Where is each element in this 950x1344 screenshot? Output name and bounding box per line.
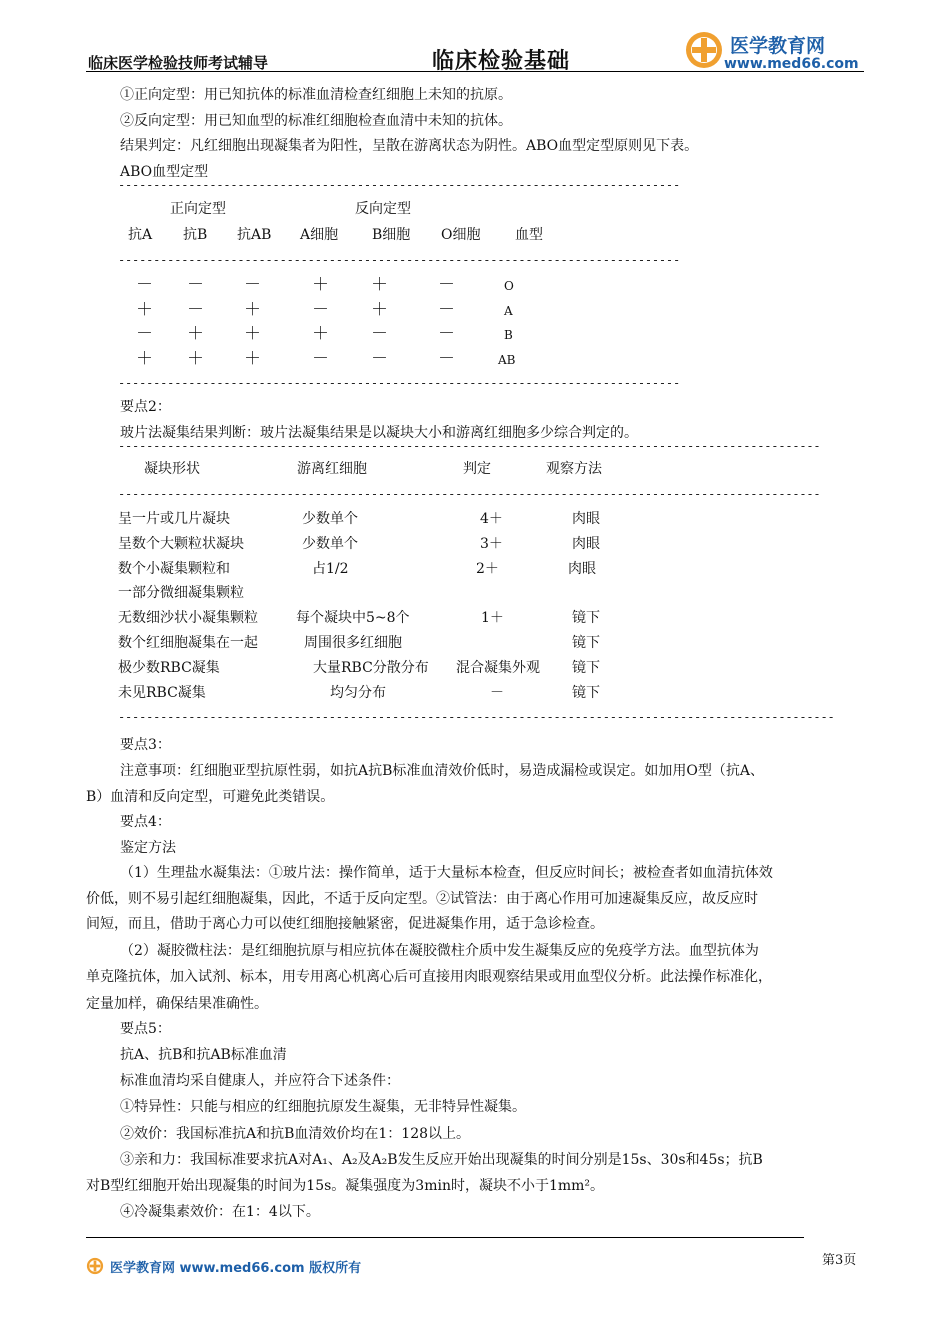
abo-header-cell: 血型: [515, 227, 543, 243]
condition-affinity-line1: ③亲和力：我国标准要求抗A对A₁、A₂及A₂B发生反应开始出现凝集的时间分别是15s、30s和45s；抗B: [120, 1152, 763, 1168]
method1-line3: 间短，而且，借助于离心力可以使红细胞接触紧密，促进凝集作用，适于急诊检查。: [86, 916, 604, 932]
header-subtitle: 临床医学检验技师考试辅导: [88, 54, 269, 72]
agg-cell: 镜下: [572, 685, 600, 701]
method2-line1: （2）凝胶微柱法：是红细胞抗原与相应抗体在凝胶微柱介质中发生凝集反应的免疫学方法。血型抗体为: [120, 943, 759, 959]
method2-line2: 单克隆抗体，加入试剂、标本，用专用离心机离心后可直接用肉眼观察结果或用血型仪分析。此法操作标准化，: [86, 969, 772, 985]
abo-header-cell: 抗A: [128, 227, 153, 243]
agg-cell: 大量RBC分散分布: [313, 660, 429, 676]
table-rule: --------------------------------------------------------------------------------: [118, 178, 680, 192]
agg-cell: 少数单个: [302, 536, 358, 552]
abo-cell: －: [136, 275, 153, 295]
point2-text: 玻片法凝集结果判断：玻片法凝集结果是以凝块大小和游离红细胞多少综合判定的。: [120, 425, 638, 441]
abo-blood-type: A: [504, 304, 513, 318]
condition-titer: ②效价：我国标准抗A和抗B血清效价均在1：128以上。: [120, 1126, 471, 1142]
abo-cell: ＋: [244, 324, 261, 344]
agg-cell: 数个小凝集颗粒和: [118, 561, 230, 577]
abo-blood-type: AB: [498, 353, 516, 367]
agg-cell: 肉眼: [572, 536, 600, 552]
logo-name: 医学教育网: [730, 35, 826, 57]
agg-cell: 一部分微细凝集颗粒: [118, 585, 244, 601]
agg-cell: 呈数个大颗粒状凝块: [118, 536, 244, 552]
abo-cell: －: [187, 275, 204, 295]
table-rule: ------------------------------------------------------------------------------------------------------: [118, 710, 835, 724]
reverse-typing-text: ②反向定型：用已知血型的标准红细胞检查血清中未知的抗体。: [120, 113, 512, 129]
point5-intro: 标准血清均采自健康人，并应符合下述条件：: [120, 1073, 400, 1089]
agg-header-cell: 观察方法: [546, 461, 602, 477]
agg-cell: 无数细沙状小凝集颗粒: [118, 610, 258, 626]
agg-cell: 每个凝块中5~8个: [296, 610, 410, 626]
header-rule: [86, 71, 864, 72]
abo-cell: ＋: [244, 349, 261, 369]
abo-cell: ＋: [136, 349, 153, 369]
abo-blood-type: O: [504, 279, 514, 293]
condition-specificity: ①特异性：只能与相应的红细胞抗原发生凝集，无非特异性凝集。: [120, 1099, 526, 1115]
agg-cell: 混合凝集外观: [456, 660, 540, 676]
agg-cell: 2＋: [476, 561, 499, 577]
point5-heading: 抗A、抗B和抗AB标准血清: [120, 1047, 287, 1063]
abo-cell: －: [312, 300, 329, 320]
table-rule: ----------------------------------------------------------------------------------------------------: [118, 439, 821, 453]
abo-cell: －: [438, 300, 455, 320]
page-number: 第3页: [822, 1253, 857, 1268]
result-judgment-text: 结果判定：凡红细胞出现凝集者为阳性，呈散在游离状态为阴性。ABO血型定型原则见下表。: [120, 138, 699, 154]
point4-label: 要点4：: [120, 814, 171, 830]
method1-line1: （1）生理盐水凝集法：①玻片法：操作简单，适于大量标本检查，但反应时间长；被检查者如血清抗体效: [120, 865, 773, 881]
agg-cell: 3＋: [480, 536, 503, 552]
agg-cell: 镜下: [572, 635, 600, 651]
logo-icon: [684, 30, 724, 70]
agg-cell: 占1/2: [312, 561, 349, 577]
agg-cell: 未见RBC凝集: [118, 685, 206, 701]
abo-header-cell: 抗B: [183, 227, 208, 243]
table-rule: ----------------------------------------------------------------------------------------------------: [118, 487, 821, 501]
abo-cell: －: [371, 324, 388, 344]
agg-header-cell: 凝块形状: [144, 461, 200, 477]
point3-line1: 注意事项：红细胞亚型抗原性弱，如抗A抗B标准血清效价低时，易造成漏检或误定。如加用O型（抗A、: [120, 763, 764, 779]
agg-cell: 周围很多红细胞: [304, 635, 402, 651]
abo-cell: ＋: [187, 349, 204, 369]
condition-cold-agglutinin: ④冷凝集素效价：在1：4以下。: [120, 1204, 320, 1220]
abo-cell: －: [187, 300, 204, 320]
abo-cell: －: [244, 275, 261, 295]
group-reverse-label: 反向定型: [355, 201, 411, 217]
abo-cell: ＋: [136, 300, 153, 320]
table-rule: --------------------------------------------------------------------------------: [118, 253, 680, 267]
abo-cell: －: [438, 349, 455, 369]
abo-cell: ＋: [244, 300, 261, 320]
agg-cell: －: [490, 685, 504, 701]
agg-cell: 数个红细胞凝集在一起: [118, 635, 258, 651]
point2-label: 要点2：: [120, 399, 171, 415]
method1-line2: 价低，则不易引起红细胞凝集，因此，不适于反向定型。②试管法：由于离心作用可加速凝集反应，故反应时: [86, 891, 758, 907]
abo-cell: ＋: [187, 324, 204, 344]
abo-cell: －: [312, 349, 329, 369]
abo-cell: ＋: [312, 324, 329, 344]
agg-header-cell: 游离红细胞: [297, 461, 367, 477]
table-rule: --------------------------------------------------------------------------------: [118, 376, 680, 390]
abo-cell: ＋: [312, 275, 329, 295]
condition-affinity-line2: 对B型红细胞开始出现凝集的时间为15s。凝集强度为3min时，凝块不小于1mm²。: [86, 1178, 605, 1194]
agg-cell: 呈一片或几片凝块: [118, 511, 230, 527]
abo-blood-type: B: [504, 328, 513, 342]
point5-label: 要点5：: [120, 1021, 171, 1037]
agg-cell: 肉眼: [572, 511, 600, 527]
agg-cell: 极少数RBC凝集: [118, 660, 220, 676]
agg-header-cell: 判定: [463, 461, 491, 477]
abo-cell: ＋: [371, 275, 388, 295]
abo-cell: －: [136, 324, 153, 344]
agg-cell: 1＋: [481, 610, 504, 626]
footer-rule: [86, 1237, 804, 1238]
abo-header-cell: 抗AB: [237, 227, 272, 243]
logo-url: www.med66.com: [724, 56, 859, 72]
agg-cell: 镜下: [572, 660, 600, 676]
abo-cell: －: [438, 324, 455, 344]
abo-cell: －: [371, 349, 388, 369]
footer-copyright: 医学教育网 www.med66.com 版权所有: [110, 1261, 362, 1276]
group-forward-label: 正向定型: [170, 201, 226, 217]
abo-header-cell: A细胞: [300, 227, 339, 243]
abo-table-title: ABO血型定型: [120, 164, 209, 180]
point3-line2: B）血清和反向定型，可避免此类错误。: [86, 789, 335, 805]
abo-cell: －: [438, 275, 455, 295]
abo-header-cell: O细胞: [441, 227, 481, 243]
agg-cell: 镜下: [572, 610, 600, 626]
agg-cell: 4＋: [480, 511, 503, 527]
agg-cell: 少数单个: [302, 511, 358, 527]
method2-line3: 定量加样，确保结果准确性。: [86, 996, 268, 1012]
forward-typing-text: ①正向定型：用已知抗体的标准血清检查红细胞上未知的抗原。: [120, 87, 512, 103]
abo-header-cell: B细胞: [372, 227, 411, 243]
footer-logo-icon: [86, 1257, 104, 1275]
page-title: 临床检验基础: [432, 49, 571, 74]
agg-cell: 均匀分布: [330, 685, 386, 701]
point4-heading: 鉴定方法: [120, 840, 176, 856]
agg-cell: 肉眼: [568, 561, 596, 577]
point3-label: 要点3：: [120, 737, 171, 753]
abo-cell: ＋: [371, 300, 388, 320]
